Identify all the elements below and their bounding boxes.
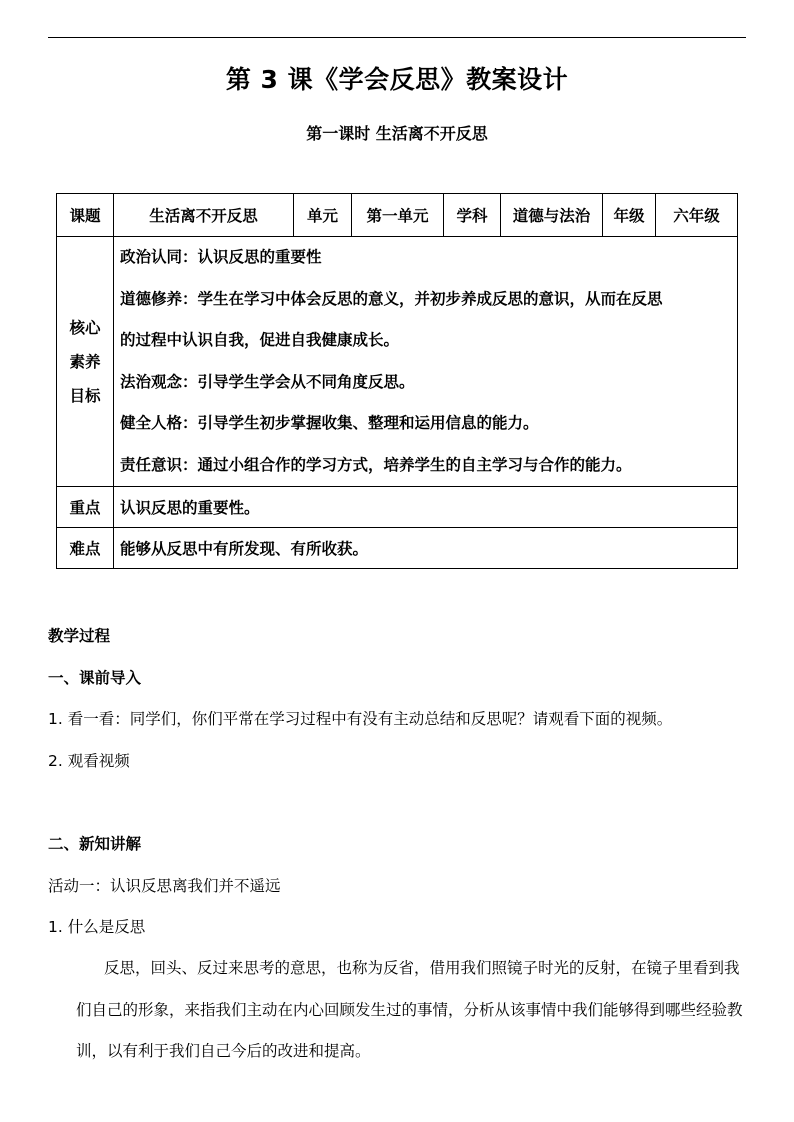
process-heading: 教学过程 (48, 627, 111, 645)
reflection-paragraph: 反思，回头、反过来思考的意思，也称为反省，借用我们照镜子时光的反射，在镜子里看到我们自己的形象，来指我们主动在内心回顾发生过的事情，分析从该事情中我们能够得到哪些经验教训，以有利于我们自己今后的改进和提高。 (76, 959, 743, 1060)
table-row-difficulty (57, 528, 738, 569)
part1-item-2: 2. 观看视频 (48, 752, 130, 770)
activity-title: 活动一：认识反思离我们并不遥远 (48, 877, 281, 895)
core-label-line: 素养 (69, 352, 101, 371)
cell-unit-label: 单元 (294, 194, 352, 237)
core-goal-line: 法治观念：引导学生学会从不同角度反思。 (120, 372, 415, 391)
cell-unit-value: 第一单元 (352, 194, 444, 237)
document-title: 第 3 课《学会反思》教案设计 (225, 65, 569, 94)
cell-core-goals-content (114, 237, 738, 487)
part2-heading: 二、新知讲解 (48, 835, 142, 853)
core-goal-line: 政治认同：认识反思的重要性 (120, 248, 322, 266)
core-label-line: 核心 (69, 318, 101, 337)
core-goal-line: 的过程中认识自我，促进自我健康成长。 (120, 331, 400, 349)
cell-key-label: 重点 (57, 487, 114, 528)
header-rule (48, 37, 746, 38)
core-goal-line: 责任意识：通过小组合作的学习方式，培养学生的自主学习与合作的能力。 (120, 455, 632, 474)
cell-topic-label: 课题 (57, 194, 114, 237)
cell-difficulty-text: 能够从反思中有所发现、有所收获。 (114, 528, 738, 569)
cell-core-goals-label (57, 237, 114, 487)
cell-subject-label: 学科 (444, 194, 501, 237)
cell-difficulty-label: 难点 (57, 528, 114, 569)
core-label-line: 目标 (69, 386, 101, 405)
table-header-row (57, 194, 738, 237)
part1-heading: 一、课前导入 (48, 669, 142, 687)
cell-key-text: 认识反思的重要性。 (114, 487, 738, 528)
core-goal-line: 道德修养：学生在学习中体会反思的意义，并初步养成反思的意识，从而在反思 (120, 289, 663, 308)
cell-grade-label: 年级 (603, 194, 656, 237)
table-row-core-goals (57, 237, 738, 487)
table-row-key-point (57, 487, 738, 528)
cell-subject-value: 道德与法治 (501, 194, 603, 237)
document-subtitle: 第一课时 生活离不开反思 (306, 124, 488, 143)
cell-topic-value: 生活离不开反思 (114, 194, 294, 237)
core-goal-line: 健全人格：引导学生初步掌握收集、整理和运用信息的能力。 (120, 414, 539, 432)
part1-item-1: 1. 看一看：同学们，你们平常在学习过程中有没有主动总结和反思呢？请观看下面的视频。 (48, 710, 673, 728)
lesson-info-table (56, 193, 738, 569)
part2-item-1: 1. 什么是反思 (48, 918, 146, 936)
cell-grade-value: 六年级 (656, 194, 738, 237)
